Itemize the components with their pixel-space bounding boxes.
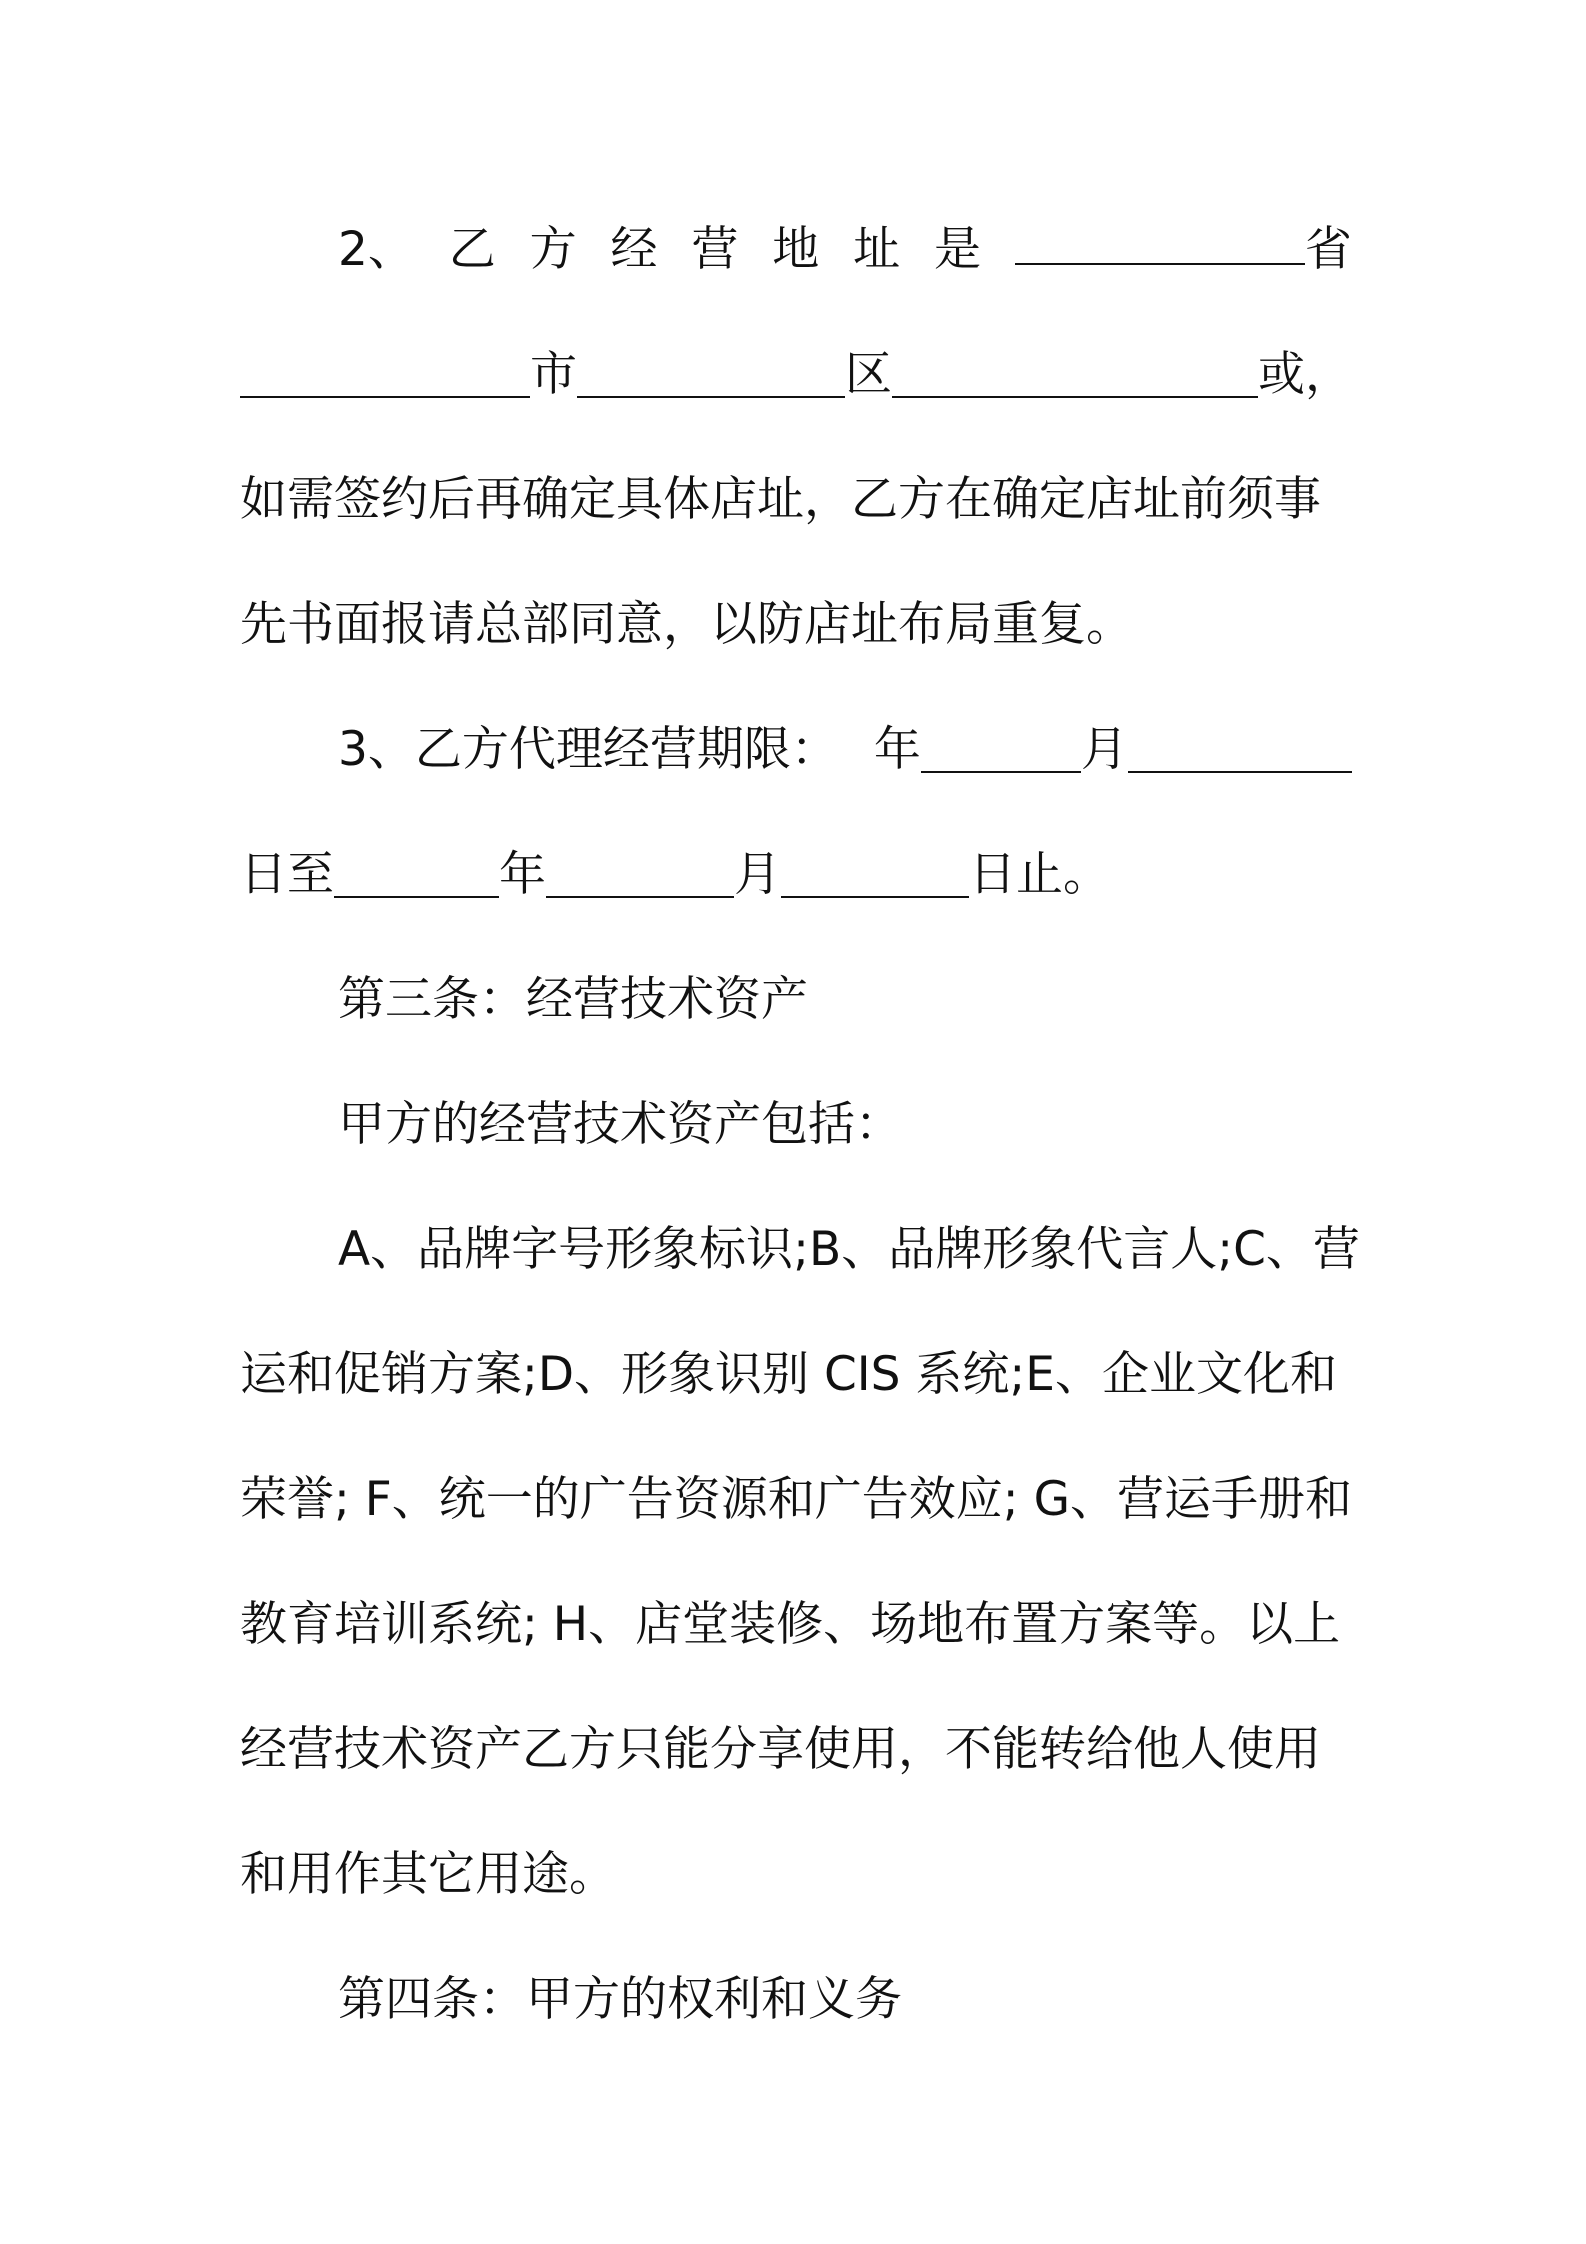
clause2-char: 经 bbox=[610, 222, 658, 277]
clause3-month2-label: 月 bbox=[734, 847, 781, 902]
clause3-dayend-label: 日止。 bbox=[969, 847, 1110, 902]
clause2-char: 址 bbox=[853, 222, 901, 277]
clause3-year-label: 年 bbox=[873, 722, 921, 777]
article3-body-line: 教育培训系统; H、店堂装修、场地布置方案等。以上 bbox=[240, 1597, 1341, 1652]
clause2-char: 乙 bbox=[448, 222, 496, 277]
clause3-month-blank[interactable] bbox=[921, 727, 1081, 773]
clause2-line1 bbox=[338, 205, 1352, 295]
clause3-year2-blank[interactable] bbox=[334, 852, 499, 898]
clause3-label: 3、乙方代理经营期限： bbox=[338, 722, 838, 777]
clause2-char: 方 bbox=[529, 222, 577, 277]
district-blank[interactable] bbox=[577, 352, 845, 398]
province-blank[interactable] bbox=[1015, 219, 1305, 265]
district-label: 区 bbox=[845, 347, 892, 402]
article3-body-line: 经营技术资产乙方只能分享使用，不能转给他人使用 bbox=[240, 1722, 1321, 1777]
clause3-line2 bbox=[240, 830, 1352, 920]
article3-body-line: 和用作其它用途。 bbox=[240, 1847, 616, 1902]
article3-body-line: A、品牌字号形象标识;B、品牌形象代言人;C、营 bbox=[338, 1222, 1360, 1277]
clause2-line4: 先书面报请总部同意，以防店址布局重复。 bbox=[240, 597, 1133, 652]
clause3-day2-blank[interactable] bbox=[781, 852, 969, 898]
article3-body-line: 运和促销方案;D、形象识别 CIS 系统;E、企业文化和 bbox=[240, 1347, 1337, 1402]
clause3-dayto-label: 日至 bbox=[240, 847, 334, 902]
clause2-char: 是 bbox=[934, 222, 982, 277]
city-label: 市 bbox=[530, 347, 577, 402]
clause2-char: 营 bbox=[691, 222, 739, 277]
clause3-month-label: 月 bbox=[1080, 722, 1128, 777]
or-text: 或， bbox=[1258, 347, 1352, 402]
address-blank[interactable] bbox=[892, 352, 1258, 398]
article4-title: 第四条：甲方的权利和义务 bbox=[338, 1972, 902, 2027]
city-blank[interactable] bbox=[240, 352, 530, 398]
clause3-year2-label: 年 bbox=[499, 847, 546, 902]
clause2-line3: 如需签约后再确定具体店址，乙方在确定店址前须事 bbox=[240, 472, 1321, 527]
article3-body-line: 荣誉; F、统一的广告资源和广告效应; G、营运手册和 bbox=[240, 1472, 1353, 1527]
clause2-line2 bbox=[240, 330, 1352, 420]
clause3-month2-blank[interactable] bbox=[546, 852, 734, 898]
clause3-line1 bbox=[338, 705, 1352, 795]
article3-intro: 甲方的经营技术资产包括： bbox=[338, 1097, 902, 1152]
clause2-number: 2、 bbox=[338, 222, 415, 277]
article3-title: 第三条：经营技术资产 bbox=[338, 972, 808, 1027]
province-label: 省 bbox=[1304, 222, 1352, 277]
clause3-day-blank[interactable] bbox=[1128, 727, 1352, 773]
clause2-char: 地 bbox=[772, 222, 820, 277]
